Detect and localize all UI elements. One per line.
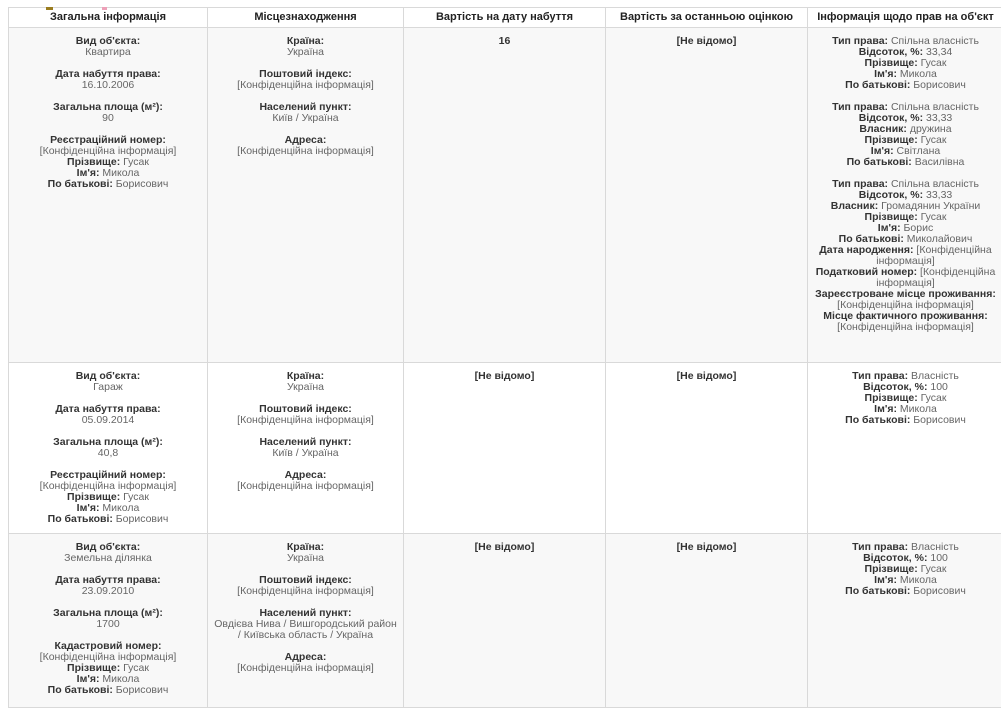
field-value: Гусак bbox=[120, 662, 149, 674]
field-value: 33,33 bbox=[923, 189, 953, 201]
field-line bbox=[214, 663, 397, 674]
field-label: Прізвище: bbox=[67, 491, 121, 503]
field-group bbox=[410, 36, 599, 47]
field-line bbox=[814, 415, 997, 426]
field-label: Ім'я: bbox=[76, 673, 100, 685]
field-label: Зареєстроване місце проживання: bbox=[815, 288, 996, 300]
field-label: По батькові: bbox=[47, 684, 113, 696]
field-value: [Конфіденційна інформація] bbox=[39, 145, 177, 157]
field-value: Овдієва Нива / Вишгородський район / Київська область / Україна bbox=[214, 618, 397, 641]
field-line bbox=[214, 553, 397, 564]
cell-location bbox=[208, 363, 404, 534]
table-row bbox=[9, 28, 1001, 363]
field-label: Податковий номер: bbox=[815, 266, 918, 278]
field-label: Поштовий індекс: bbox=[259, 403, 352, 415]
cell-ownership-rights bbox=[808, 363, 1001, 534]
field-label: Ім'я: bbox=[76, 502, 100, 514]
field-value: Василівна bbox=[911, 156, 965, 168]
field-value: Микола bbox=[896, 574, 937, 586]
field-line bbox=[612, 371, 801, 382]
field-value: Громадянин України bbox=[878, 200, 981, 212]
field-group bbox=[214, 575, 397, 597]
table-row bbox=[9, 534, 1001, 708]
field-value: 1700 bbox=[96, 618, 120, 630]
field-value: [Конфіденційна інформація] bbox=[237, 145, 374, 157]
cell-value-last-assessment bbox=[606, 28, 808, 363]
field-group bbox=[214, 135, 397, 157]
field-line bbox=[15, 685, 201, 696]
cell-value-at-acquisition bbox=[404, 534, 606, 708]
field-line bbox=[410, 36, 599, 47]
cell-value-last-assessment bbox=[606, 363, 808, 534]
field-group bbox=[814, 371, 997, 426]
field-line bbox=[15, 619, 201, 630]
field-line bbox=[15, 415, 201, 426]
field-group bbox=[814, 179, 997, 333]
field-label: [Не відомо] bbox=[474, 541, 535, 553]
field-label: Населений пункт: bbox=[259, 607, 352, 619]
field-value: 16.10.2006 bbox=[81, 79, 135, 91]
field-label: Вид об'єкта: bbox=[75, 370, 141, 382]
field-label: Відсоток, %: bbox=[863, 552, 928, 564]
field-group bbox=[214, 542, 397, 564]
field-line bbox=[15, 179, 201, 190]
field-label: По батькові: bbox=[47, 513, 113, 525]
field-label: Тип права: bbox=[832, 178, 889, 190]
field-group bbox=[214, 102, 397, 124]
field-value: Микола bbox=[896, 68, 937, 80]
field-value: [Конфіденційна інформація] bbox=[837, 321, 974, 333]
field-label: Загальна площа (м²): bbox=[53, 436, 163, 448]
field-label: По батькові: bbox=[845, 414, 911, 426]
field-label: Загальна площа (м²): bbox=[53, 101, 163, 113]
cell-location bbox=[208, 28, 404, 363]
cell-general-info bbox=[9, 28, 208, 363]
field-label: Ім'я: bbox=[874, 574, 897, 586]
field-label: Кадастровий номер: bbox=[54, 640, 162, 652]
field-line bbox=[814, 80, 997, 91]
field-label: По батькові: bbox=[845, 585, 911, 597]
field-group bbox=[410, 371, 599, 382]
field-group bbox=[15, 69, 201, 91]
field-line bbox=[214, 113, 397, 124]
field-value: Квартира bbox=[85, 46, 131, 58]
cell-general-info bbox=[9, 534, 208, 708]
field-label: Тип права: bbox=[832, 101, 889, 113]
field-label: Вид об'єкта: bbox=[75, 541, 141, 553]
field-label: Адреса: bbox=[284, 134, 327, 146]
field-label: По батькові: bbox=[845, 79, 911, 91]
field-group bbox=[15, 437, 201, 459]
col-header-value-last-assessment: Вартість за останньою оцінкою bbox=[606, 8, 808, 28]
field-value: Микола bbox=[896, 403, 937, 415]
field-value: Миколайович bbox=[903, 233, 973, 245]
field-value: 23.09.2010 bbox=[81, 585, 135, 597]
field-line bbox=[214, 47, 397, 58]
field-value: Україна bbox=[286, 381, 325, 393]
field-value: [Конфіденційна інформація] bbox=[237, 585, 374, 597]
field-value: Київ / Україна bbox=[272, 447, 339, 459]
field-label: Населений пункт: bbox=[259, 101, 352, 113]
field-value: Гусак bbox=[917, 392, 947, 404]
field-label: Населений пункт: bbox=[259, 436, 352, 448]
field-group bbox=[15, 470, 201, 525]
cell-ownership-rights bbox=[808, 534, 1001, 708]
field-label: Адреса: bbox=[284, 469, 327, 481]
field-line bbox=[612, 36, 801, 47]
field-line bbox=[814, 267, 997, 289]
field-value: 05.09.2014 bbox=[81, 414, 135, 426]
field-label: [Не відомо] bbox=[474, 370, 535, 382]
field-label: По батькові: bbox=[47, 178, 113, 190]
field-group bbox=[15, 575, 201, 597]
field-value: Борисович bbox=[910, 585, 966, 597]
field-label: Відсоток, %: bbox=[858, 112, 924, 124]
cell-location bbox=[208, 534, 404, 708]
field-label: Ім'я: bbox=[76, 167, 100, 179]
field-group bbox=[15, 135, 201, 190]
cell-ownership-rights bbox=[808, 28, 1001, 363]
field-value: Гусак bbox=[917, 57, 947, 69]
field-line bbox=[612, 542, 801, 553]
field-label: Тип права: bbox=[832, 35, 889, 47]
field-label: Ім'я: bbox=[874, 68, 897, 80]
field-value: Микола bbox=[99, 673, 140, 685]
field-line bbox=[15, 113, 201, 124]
field-label: Прізвище: bbox=[67, 156, 121, 168]
field-value: 33,33 bbox=[923, 112, 953, 124]
col-header-value-at-acquisition: Вартість на дату набуття bbox=[404, 8, 606, 28]
field-value: [Конфіденційна інформація] bbox=[876, 266, 996, 289]
col-header-ownership-rights: Інформація щодо прав на об'єкт bbox=[808, 8, 1001, 28]
field-label: Країна: bbox=[286, 370, 325, 382]
col-header-location: Місцезнаходження bbox=[208, 8, 404, 28]
field-value: Борисович bbox=[910, 414, 966, 426]
field-label: По батькові: bbox=[838, 233, 904, 245]
field-value: Микола bbox=[99, 167, 140, 179]
field-group bbox=[15, 36, 201, 58]
field-label: Дата набуття права: bbox=[55, 403, 161, 415]
field-label: Власник: bbox=[830, 200, 879, 212]
field-line bbox=[15, 80, 201, 91]
field-label: Прізвище: bbox=[864, 57, 918, 69]
field-value: [Конфіденційна інформація] bbox=[237, 480, 374, 492]
field-label: Відсоток, %: bbox=[858, 189, 924, 201]
field-line bbox=[15, 382, 201, 393]
field-value: [Конфіденційна інформація] bbox=[39, 480, 177, 492]
field-value: дружина bbox=[906, 123, 952, 135]
field-line bbox=[814, 289, 997, 311]
cell-general-info bbox=[9, 363, 208, 534]
field-label: Прізвище: bbox=[67, 662, 121, 674]
field-value: 100 bbox=[927, 552, 948, 564]
field-group bbox=[15, 641, 201, 696]
field-value: [Конфіденційна інформація] bbox=[237, 79, 374, 91]
field-value: Борис bbox=[900, 222, 934, 234]
field-value: Гусак bbox=[120, 156, 149, 168]
field-value: Україна bbox=[286, 46, 325, 58]
field-line bbox=[814, 245, 997, 267]
field-value: [Конфіденційна інформація] bbox=[237, 414, 374, 426]
cutoff-text-fragment bbox=[102, 7, 107, 10]
field-label: Адреса: bbox=[284, 651, 327, 663]
table-row bbox=[9, 363, 1001, 534]
field-line bbox=[214, 80, 397, 91]
field-group bbox=[214, 470, 397, 492]
real-estate-table bbox=[8, 7, 1001, 708]
field-line bbox=[814, 157, 997, 168]
field-line bbox=[214, 586, 397, 597]
field-value: Борисович bbox=[112, 178, 169, 190]
field-line bbox=[214, 619, 397, 641]
field-line bbox=[15, 448, 201, 459]
field-line bbox=[814, 311, 997, 333]
field-value: [Конфіденційна інформація] bbox=[876, 244, 992, 267]
field-label: Поштовий індекс: bbox=[259, 68, 352, 80]
field-group bbox=[214, 608, 397, 641]
field-label: [Не відомо] bbox=[676, 541, 737, 553]
field-label: [Не відомо] bbox=[676, 35, 737, 47]
field-value: Україна bbox=[286, 552, 325, 564]
field-group bbox=[612, 542, 801, 553]
field-label: Тип права: bbox=[852, 370, 909, 382]
field-value: Київ / Україна bbox=[272, 112, 339, 124]
field-value: 33,34 bbox=[923, 46, 953, 58]
field-label: Прізвище: bbox=[864, 392, 918, 404]
field-value: Спільна власність bbox=[888, 35, 979, 47]
field-label: Власник: bbox=[859, 123, 907, 135]
field-label: Реєстраційний номер: bbox=[50, 134, 166, 146]
cutoff-text-fragment bbox=[46, 7, 53, 10]
field-line bbox=[214, 146, 397, 157]
field-line bbox=[410, 542, 599, 553]
field-line bbox=[15, 586, 201, 597]
field-line bbox=[410, 371, 599, 382]
field-label: Ім'я: bbox=[874, 403, 897, 415]
field-group bbox=[214, 36, 397, 58]
field-line bbox=[814, 586, 997, 597]
field-group bbox=[214, 404, 397, 426]
field-group bbox=[214, 69, 397, 91]
field-line bbox=[214, 415, 397, 426]
field-value: Власність bbox=[908, 370, 959, 382]
field-value: Спільна власність bbox=[888, 178, 979, 190]
field-label: Реєстраційний номер: bbox=[50, 469, 166, 481]
field-label: Місце фактичного проживання: bbox=[823, 310, 988, 322]
field-label: Ім'я: bbox=[870, 145, 894, 157]
field-value: Борисович bbox=[112, 513, 169, 525]
field-group bbox=[814, 542, 997, 597]
field-group bbox=[15, 542, 201, 564]
field-value: [Конфіденційна інформація] bbox=[837, 299, 974, 311]
cutoff-text-row bbox=[0, 7, 1001, 11]
field-line bbox=[15, 553, 201, 564]
field-label: Країна: bbox=[286, 541, 325, 553]
field-value: Спільна власність bbox=[888, 101, 979, 113]
cell-value-at-acquisition bbox=[404, 28, 606, 363]
col-header-general-info: Загальна інформація bbox=[9, 8, 208, 28]
field-group bbox=[814, 102, 997, 168]
field-group bbox=[612, 371, 801, 382]
field-value: Борисович bbox=[910, 79, 966, 91]
field-group bbox=[410, 542, 599, 553]
field-value: Земельна ділянка bbox=[64, 552, 152, 564]
field-group bbox=[15, 371, 201, 393]
field-line bbox=[15, 47, 201, 58]
field-line bbox=[15, 514, 201, 525]
field-label: Поштовий індекс: bbox=[259, 574, 352, 586]
field-label: Вид об'єкта: bbox=[75, 35, 141, 47]
field-label: [Не відомо] bbox=[676, 370, 737, 382]
field-value: Борисович bbox=[112, 684, 169, 696]
field-line bbox=[214, 382, 397, 393]
field-group bbox=[214, 371, 397, 393]
field-line bbox=[214, 481, 397, 492]
field-value: [Конфіденційна інформація] bbox=[237, 662, 374, 674]
field-label: Дата набуття права: bbox=[55, 574, 161, 586]
field-value: Микола bbox=[99, 502, 140, 514]
field-group bbox=[814, 36, 997, 91]
field-label: По батькові: bbox=[846, 156, 912, 168]
field-value: Гусак bbox=[917, 211, 947, 223]
field-group bbox=[15, 608, 201, 630]
field-value: [Конфіденційна інформація] bbox=[39, 651, 177, 663]
field-group bbox=[612, 36, 801, 47]
field-value: 40,8 bbox=[97, 447, 119, 459]
field-label: Відсоток, %: bbox=[858, 46, 924, 58]
field-group bbox=[15, 102, 201, 124]
field-value: Гусак bbox=[120, 491, 149, 503]
declaration-page bbox=[0, 7, 1001, 725]
field-value: Світлана bbox=[893, 145, 941, 157]
field-label: Прізвище: bbox=[864, 211, 918, 223]
field-line bbox=[214, 448, 397, 459]
field-label: Відсоток, %: bbox=[863, 381, 928, 393]
field-value: Гараж bbox=[93, 381, 123, 393]
field-label: Країна: bbox=[286, 35, 325, 47]
field-label: Ім'я: bbox=[877, 222, 901, 234]
field-group bbox=[214, 437, 397, 459]
cell-value-last-assessment bbox=[606, 534, 808, 708]
field-value: 90 bbox=[102, 112, 114, 124]
field-label: 16 bbox=[498, 35, 511, 47]
field-value: 100 bbox=[927, 381, 948, 393]
field-value: Власність bbox=[908, 541, 959, 553]
cell-value-at-acquisition bbox=[404, 363, 606, 534]
field-label: Дата народження: bbox=[819, 244, 914, 256]
field-label: Тип права: bbox=[852, 541, 909, 553]
field-group bbox=[15, 404, 201, 426]
field-value: Гусак bbox=[917, 134, 947, 146]
field-value: Гусак bbox=[917, 563, 947, 575]
field-group bbox=[214, 652, 397, 674]
field-label: Дата набуття права: bbox=[55, 68, 161, 80]
field-label: Прізвище: bbox=[864, 563, 918, 575]
field-label: Загальна площа (м²): bbox=[53, 607, 163, 619]
field-label: Прізвище: bbox=[864, 134, 918, 146]
